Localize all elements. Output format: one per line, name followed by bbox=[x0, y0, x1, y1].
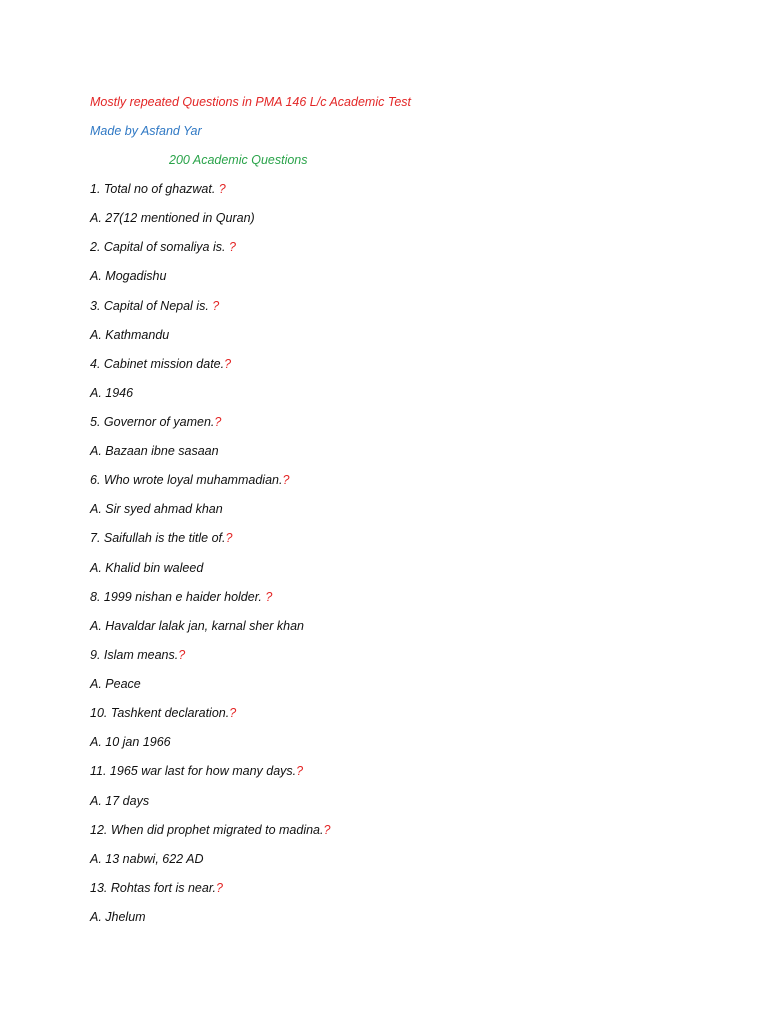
question-mark: ? bbox=[225, 531, 233, 545]
answer-4: A. 1946 bbox=[90, 386, 134, 400]
question-mark: ? bbox=[212, 299, 220, 313]
answer-9: A. Peace bbox=[90, 677, 141, 691]
question-5 bbox=[90, 414, 221, 430]
question-mark: ? bbox=[216, 881, 223, 895]
question-8 bbox=[90, 589, 272, 605]
question-text: 12. When did prophet migrated to madina. bbox=[90, 823, 324, 837]
question-mark: ? bbox=[265, 590, 273, 604]
question-6 bbox=[90, 472, 289, 488]
answer-13: A. Jhelum bbox=[90, 910, 146, 924]
question-12 bbox=[90, 822, 330, 838]
question-text: 13. Rohtas fort is near. bbox=[90, 881, 216, 895]
question-10 bbox=[90, 705, 236, 721]
question-text: 1. Total no of ghazwat. bbox=[90, 182, 219, 196]
answer-2: A. Mogadishu bbox=[90, 269, 167, 283]
question-text: 8. 1999 nishan e haider holder. bbox=[90, 590, 266, 604]
subtitle-line: 200 Academic Questions bbox=[169, 153, 308, 167]
question-text: 9. Islam means. bbox=[90, 648, 179, 662]
question-13 bbox=[90, 880, 223, 896]
question-mark: ? bbox=[296, 764, 304, 778]
document-title: Mostly repeated Questions in PMA 146 L/c Academic Test bbox=[90, 95, 411, 109]
question-1 bbox=[90, 181, 226, 197]
question-text: 2. Capital of somaliya is. bbox=[90, 240, 229, 254]
question-text: 10. Tashkent declaration. bbox=[90, 706, 230, 720]
question-9 bbox=[90, 647, 185, 663]
question-mark: ? bbox=[214, 415, 222, 429]
question-7 bbox=[90, 530, 232, 546]
question-mark: ? bbox=[282, 473, 290, 487]
answer-8: A. Havaldar lalak jan, karnal sher khan bbox=[90, 619, 305, 633]
question-3 bbox=[90, 298, 219, 314]
author-line: Made by Asfand Yar bbox=[90, 124, 202, 138]
question-mark: ? bbox=[178, 648, 186, 662]
answer-7: A. Khalid bin waleed bbox=[90, 561, 204, 575]
question-11 bbox=[90, 763, 303, 779]
question-mark: ? bbox=[323, 823, 331, 837]
question-text: 4. Cabinet mission date. bbox=[90, 357, 225, 371]
question-text: 11. 1965 war last for how many days. bbox=[90, 764, 297, 778]
question-2 bbox=[90, 239, 236, 255]
answer-5: A. Bazaan ibne sasaan bbox=[90, 444, 219, 458]
answer-3: A. Kathmandu bbox=[90, 328, 170, 342]
answer-12: A. 13 nabwi, 622 AD bbox=[90, 852, 204, 866]
question-text: 6. Who wrote loyal muhammadian. bbox=[90, 473, 283, 487]
question-text: 3. Capital of Nepal is. bbox=[90, 299, 213, 313]
answer-1: A. 27(12 mentioned in Quran) bbox=[90, 211, 255, 225]
question-mark: ? bbox=[218, 182, 226, 196]
question-text: 7. Saifullah is the title of. bbox=[90, 531, 226, 545]
question-mark: ? bbox=[228, 240, 236, 254]
answer-10: A. 10 jan 1966 bbox=[90, 735, 171, 749]
question-text: 5. Governor of yamen. bbox=[90, 415, 215, 429]
question-mark: ? bbox=[224, 357, 232, 371]
question-4 bbox=[90, 356, 231, 372]
answer-6: A. Sir syed ahmad khan bbox=[90, 502, 223, 516]
answer-11: A. 17 days bbox=[90, 794, 150, 808]
question-mark: ? bbox=[229, 706, 237, 720]
